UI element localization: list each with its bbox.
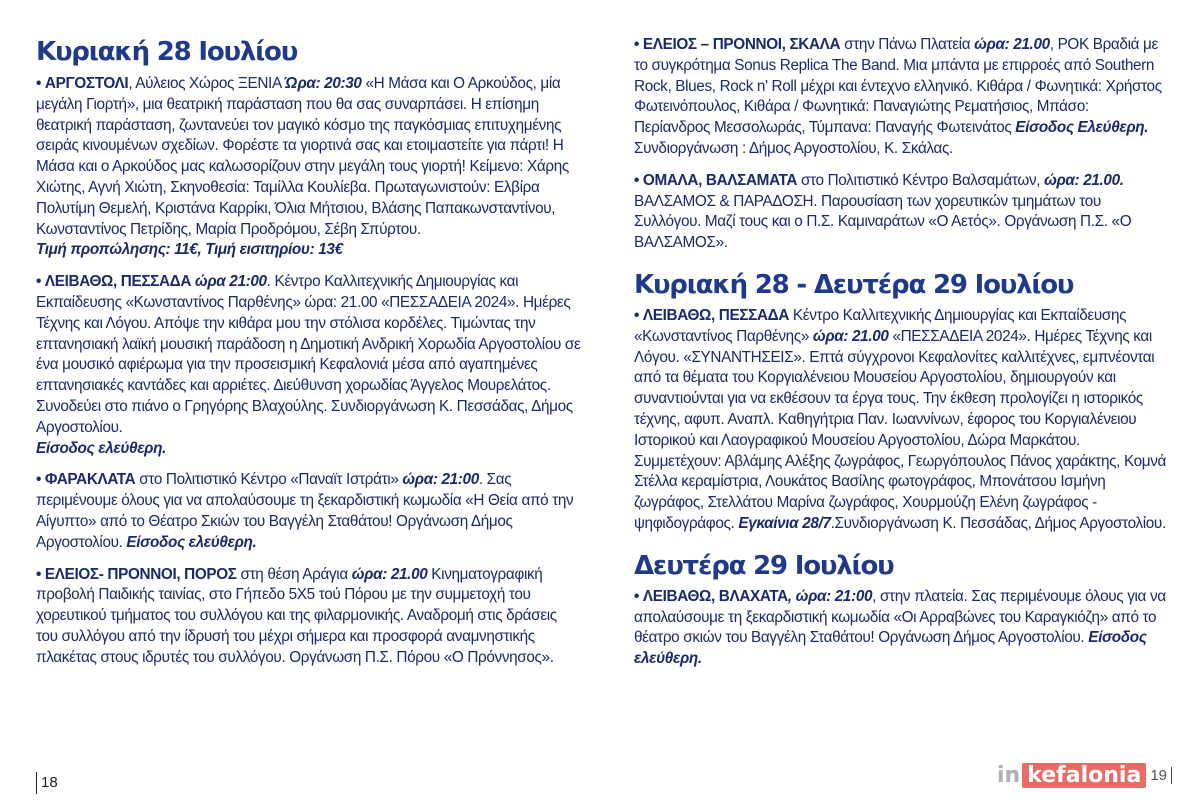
event-organizer: Συνδιοργάνωση : Δήμος Αργοστολίου, Κ. Σκάλας. [634,139,953,157]
event-argostoli [36,74,582,261]
event-location: Κέντρο Καλλιτεχνικής Δημιουργίας και Εκπαίδευσης «Κωνσταντίνος Παρθένης» [634,306,1127,345]
bullet-icon: • [36,75,42,92]
event-description: «ΠΕΣΣΑΔΕΙΑ 2024». Ημέρες Τέχνης και Λόγου. «ΣΥΝΑΝΤΗΣΕΙΣ». Επτά σύγχρονοι Κεφαλονίτες καλλιτέχνες, εμπνέονται από τα θέματα του Κοργιαλένειου Μουσείου Αργοστολίου, δημιουργούν και συναντιούνται για να εκθέσουν τα έργα τους. Την έκθεση προλογίζει η ιστορικός τέχνης, αφυπ. Αναπλ. Καθηγήτρια Παν. Ιωαννίνων, έφορος του Κοργιαλένειου Ιστορικού και Λαογραφικού Μουσείου Αργοστολίου, Δώρα Μαρκάτου. Συμμετέχουν: Αβλάμης Αλέξης ζωγράφος, Γεωργόπουλος Πάνος χαράκτης, Κομνά Στέλλα κεραμίστρια, Λουκάτος Βασίλης φωτογράφος, Μποvάτσου Ισμήνη ζωγράφος, Στελλάτου Μαρίνα ζωγράφος, Χουρμούζη Ελένη ζωγράφος - ψηφιδογράφος. [634,327,1167,532]
event-entry: Είσοδος Ελεύθερη. [1015,119,1149,137]
event-time: ώρα: 21.00 [351,565,428,583]
bullet-icon: • [634,306,640,324]
event-organizer: .Συνδιοργάνωση Κ. Πεσσάδας, Δήμος Αργοστολίου. [830,514,1166,532]
event-place: ΑΡΓΟΣΤΟΛΙ [44,75,129,92]
event-description: «Η Μάσα και Ο Αρκούδος, μία μεγάλη Γιορτή», μια θεατρική παράσταση που θα σας συναρπάσει. Η επίσημη θεατρική παράσταση, ζωντανεύει τον μαγικό κόσμο της παγκόσμιας επιτυχημένης σειράς κινουμένων σχεδίων. Φορέστε τα γιορτινά σας και ετοιμαστείτε για πάρτι! Η Μάσα και ο Αρκούδος μας καλωσορίζουν στην μεγάλη τους γιορτή! Κείμενο: Χάρης Χιώτης, Αγνή Χιώτη, Σκηνοθεσία: Ταμίλλα Κουλίεβα. Πρωταγωνιστούν: Ελβίρα Πολυτίμη Θεμελή, Κριστάνα Καρρίκι, Όλια Μήτσιου, Βλάσης Παπακωνσταντίνου, Κωνσταντίνος Πετρίδης, Μαρία Προδρόμου, Σέβη Σπύρτου. [36,75,569,238]
event-vlachata [634,587,1168,670]
event-livatho-pessada [36,272,582,459]
event-description: Κινηματογραφική προβολή Παιδικής ταινίας, στο Γήπεδο 5Χ5 τού Πόρου με την συμμετοχή του χορευτικού τμήματος του συλλόγου και της φιλαρμονικής. Αναδρομή στις δράσεις του συλλόγου από την ίδρυσή του μέχρι σήμερα και προσφορά αναμνηστικής πλακέτας στους ιδρυτές του συλλόγου. Οργάνωση Π.Σ. Πόρου «Ο Πρόννησος». [36,565,557,666]
bullet-icon: • [36,273,42,291]
bullet-icon: • [36,471,42,489]
bullet-icon: • [634,171,640,189]
event-place: ΕΛΕΙΟΣ – ΠΡΟΝΝΟΙ, ΣΚΑΛΑ [642,36,841,53]
bullet-icon: • [634,587,640,605]
day-heading-sunday-28: Κυριακή 28 Ιουλίου [36,37,298,67]
event-time: ώρα 21:00 [191,273,267,291]
event-place: ΛΕΙΒΑΘΩ, ΒΛΑΧΑΤΑ [642,587,788,605]
left-page [36,0,582,800]
event-entry: Είσοδος ελεύθερη. [126,533,257,551]
event-time: ώρα: 21.00 [974,36,1050,53]
event-location: στην Πάνω Πλατεία [840,36,975,53]
event-faraklata [36,470,582,553]
event-time: ώρα: 21.00 [812,327,889,345]
event-place: ΛΕΙΒΑΘΩ, ΠΕΣΣΑΔΑ [642,306,790,324]
inkefalonia-logo [997,763,1172,788]
event-entry: Είσοδος ελεύθερη. [634,629,1147,668]
logo-name: kefalonia [1022,763,1146,788]
event-opening: Εγκαίνια 28/7 [738,514,831,532]
event-place: ΦΑΡΑΚΛΑΤΑ [44,471,136,489]
page-number-right: 19 [1150,767,1172,784]
event-description: . Κέντρο Καλλιτεχνικής Δημιουργίας και Εκπαίδευσης «Κωνσταντίνος Παρθένης» ώρα: 21.00 «ΠΕΣΣΑΔΕΙΑ 2024». Ημέρες Τέχνης και Λόγου. Απόψε την κιθάρα μου την στόλισα κορδέλες. Τιμώντας την επτανησιακή λαϊκή μουσική παράδοση η Δημοτική Ανδρική Χορωδία Αργοστολίου σε ένα μουσικό αφιέρωμα για την προσεισμική Κεφαλονιά μέσα από αγαπημένες επτανησιακές καντάδες και αρριέτες. Διεύθυνση χορωδίας Άγγελος Μουρελάτος. Συνοδεύει στο πιάνο ο Γρηγόρης Βλαχούλης. Συνδιοργάνωση Κ. Πεσσάδας, Δήμος Αργοστολίου. [36,273,581,436]
day-heading-sunday-monday: Κυριακή 28 - Δευτέρα 29 Ιουλίου [634,269,1074,300]
event-location: , Αύλειος Χώρος ΞΕΝΙΑ [128,75,285,92]
event-pessada-exhibition [634,306,1168,535]
event-place: ΟΜΑΛΑ, ΒΑΛΣΑΜΑΤΑ [642,171,798,189]
event-place: ΕΛΕΙΟΣ- ΠΡΟΝΝΟΙ, ΠΟΡΟΣ [44,565,237,583]
event-location: στο Πολιτιστικό Κέντρο «Παναϊτ Ιστράτι» [135,471,403,489]
event-entry: Είσοδος ελεύθερη. [36,439,166,457]
event-location: στο Πολιτιστικό Κέντρο Βαλσαμάτων, [797,171,1045,189]
page-number-left: 18 [36,772,58,794]
bullet-icon: • [634,36,640,53]
day-heading-monday-29: Δευτέρα 29 Ιουλίου [634,550,894,581]
event-location: στη θέση Αράγια [236,565,352,583]
event-skala [634,35,1168,160]
event-description: , ΡΟΚ Βραδιά με το συγκρότημα Sonus Replica The Band. Μια μπάντα με επιρροές από Southern Rock, Blues, Rock n' Roll μέχρι και έντεχνο ελληνικό. Κιθάρα / Φωνητικά: Χρήστος Φωτεινόπουλος, Κιθάρα / Φωνητικά: Παναγιώτης Ρεματήσιος, Μπάσο: Περίανδρος Μεσσολωράς, Τύμπανα: Παναγής Φωτεινάτος [634,36,1162,137]
event-description: . Σας περιμένουμε όλους για να απολαύσουμε τη ξεκαρδιστική κωμωδία «Η Θεία από την Αίγυπτο» από το Θέατρο Σκιών του Βαγγέλη Σταθάτου! Οργάνωση Δήμος Αργοστολίου. [36,471,574,551]
event-valsamata [634,171,1168,254]
logo-prefix: in [997,763,1021,788]
right-page [634,0,1168,800]
event-description: , στην πλατεία. Σας περιμένουμε όλους για να απολαύσουμε τη ξεκαρδιστική κωμωδία «Οι Αρραβώνες του Καραγκιόζη» από το θέατρο σκιών του Βαγγέλη Σταθάτου! Οργάνωση Δήμος Αργοστολίου. [634,587,1166,647]
bullet-icon: • [36,565,42,583]
event-time: ώρα: 21.00. [1044,171,1124,189]
event-poros [36,565,582,669]
event-price: Τιμή προπώλησης: 11€, Τιμή εισιτηρίου: 13€ [36,241,343,259]
event-time: ώρα: 21:00 [402,471,479,489]
event-description: ΒΑΛΣΑΜΟΣ & ΠΑΡΑΔΟΣΗ. Παρουσίαση των χορευτικών τμημάτων του Συλλόγου. Μαζί τους και ο Π.Σ. Καμιναράτων «Ο Αετός». Οργάνωση Π.Σ. «Ο ΒΑΛΣΑΜΟΣ». [634,192,1132,252]
event-place: ΛΕΙΒΑΘΩ, ΠΕΣΣΑΔΑ [44,273,192,291]
event-time: , ώρα: 21:00 [787,587,873,605]
event-time: Ώρα: 20:30 [284,75,362,92]
